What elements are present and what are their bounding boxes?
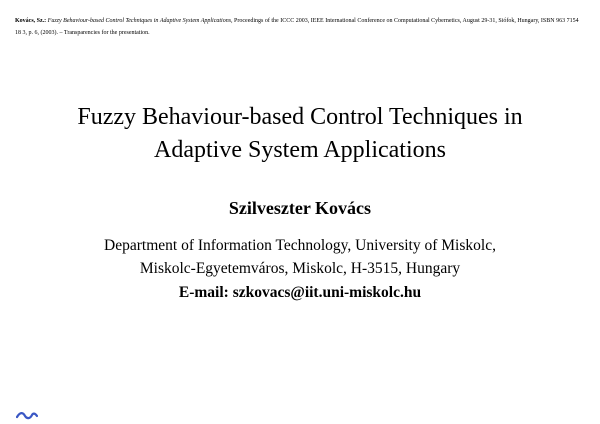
citation-header [15,16,586,39]
affiliation-line2: Miskolc-Egyetemváros, Miskolc, H-3515, Hungary [139,260,461,278]
citation-paper-title: Fuzzy Behaviour-based Control Techniques in Adaptive System Applications [46,18,232,24]
affiliation-block [0,234,600,304]
slide-title-line2: Adaptive System Applications [154,137,446,163]
citation-details: , Proceedings of the ICCC 2003, IEEE International Conference on Computational Cybernetics, August 29-31, Siófok, Hungary, ISBN 963 7154 18 3, p. 6, (2003). – Transparencies for the presentation. [15,18,579,36]
author-name: Szilveszter Kovács [228,198,372,218]
corner-mark-icon [16,411,38,420]
email-text: E-mail: szkovacs@iit.uni-miskolc.hu [178,283,422,301]
affiliation-line1: Department of Information Technology, University of Miskolc, [104,237,496,254]
slide-title [0,101,600,167]
slide-title-line1: Fuzzy Behaviour-based Control Techniques in [77,104,523,130]
citation-author: Kovács, Sz.: [15,18,47,24]
